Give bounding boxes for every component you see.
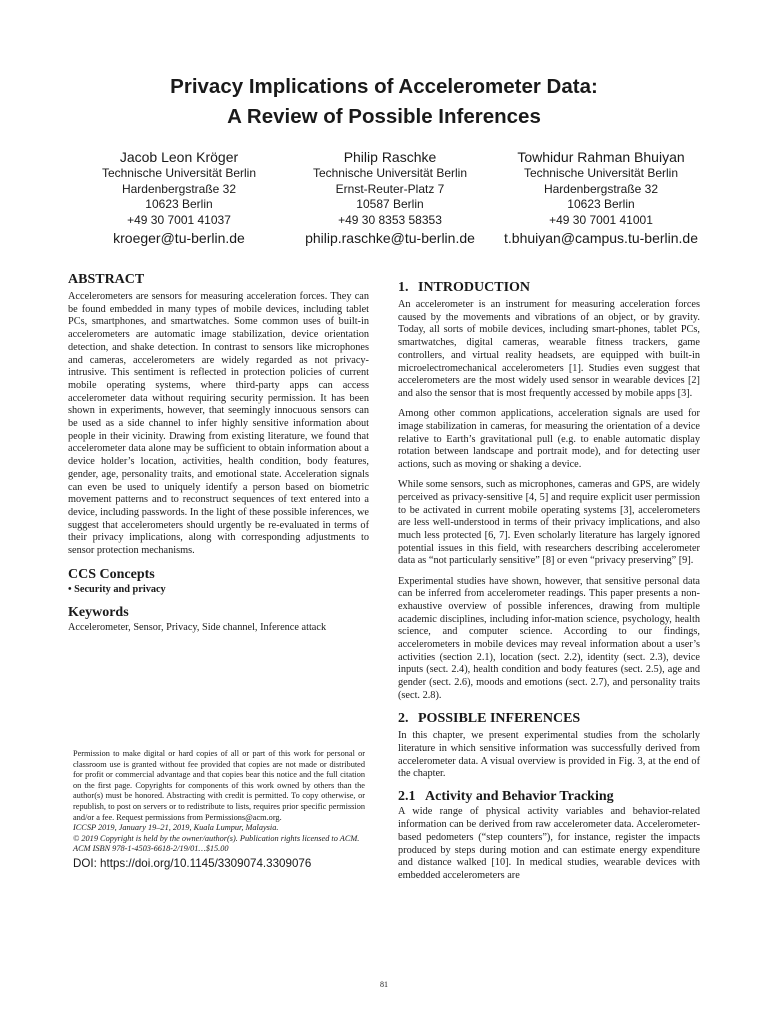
abstract-heading: ABSTRACT: [68, 272, 145, 287]
author-2: [287, 148, 493, 248]
copyright-line: © 2019 Copyright is held by the owner/author(s). Publication rights licensed to ACM.: [73, 833, 360, 843]
left-column: [68, 271, 369, 642]
permission-block: [73, 749, 365, 871]
abstract-text: Accelerometers are sensors for measuring acceleration forces. They can be found embedded in many types of mobile devices, including tablet PCs, smartphones, and smartwatches. Some common uses of built-in accelerometers are automatic image stabilization, device orientation detection, and shake detection. In contrast to sensors like microphones and cameras, accelerometers are widely regarded as not privacy-intrusive. This sentiment is reflected in protection policies of current mobile operating systems, where third-party apps can access accelerometer data without requiring security permission. It has been shown in experiments, however, that seemingly innocuous sensors can be used as a side channel to infer highly sensitive information about people in their vicinity. Drawing from existing literature, we found that accelerometer data alone may be sufficient to obtain information about a device holder’s location, activities, health condition, body features, gender, age, personality traits, and emotional state. Acceleration signals can even be used to uniquely identify a person based on biometric movement patterns and to reconstruct sequences of text entered into a device, including passwords. In the light of these possible inferences, we suggest that accelerometers should urgently be re-evaluated in terms of their privacy implications, along with corresponding adjustments to sensor protection mechanisms.: [68, 291, 369, 557]
isbn-line: ACM ISBN 978-1-4503-6618-2/19/01…$15.00: [73, 844, 229, 854]
section-number: 1.: [398, 280, 409, 295]
author-name: Philip Raschke: [343, 149, 437, 165]
right-column: [398, 279, 700, 890]
author-phone: +49 30 8353 58353: [338, 212, 442, 227]
permission-text: Permission to make digital or hard copies of all or part of this work for personal or classroom use is granted without fee provided that copies are not made or distributed for profit or commercial advantage and that copies bear this notice and the full citation on the first page. Copyrights for components of this work owned by others than the author(s) must be honored. Abstracting with credit is permitted. To copy otherwise, or republish, to post on servers or to redistribute to lists, requires prior specific permission and/or a fee. Request permissions from Permissions@acm.org.: [73, 749, 365, 822]
ccs-item: • Security and privacy: [68, 583, 166, 595]
title-line-1: Privacy Implications of Accelerometer Data:: [170, 75, 598, 98]
author-name: Towhidur Rahman Bhuiyan: [517, 149, 685, 165]
author-city: 10587 Berlin: [356, 197, 424, 211]
intro-paragraph-2: Among other common applications, acceleration signals are used for image stabilization in cameras, for measuring the orientation of a device relative to Earth’s gravitational pull (e.g. to enable automatic display rotation between landscape and portrait mode), and for detecting user actions, such as moving or shaking a device.: [398, 408, 700, 470]
intro-paragraph-4: Experimental studies have shown, however, that sensitive personal data can be inferred from accelerometer readings. This paper presents a non-exhaustive overview of possible inferences, drawing from multiple academic disciplines, including infor-mation science, psychology, health science, and computer science. According to our findings, accelerometers in mobile devices may reveal information about a user’s activities (section 2.1), location (sect. 2.2), identity (sect. 2.3), device inputs (sect. 2.4), health condition and body features (sect. 2.5), age and gender (sect. 2.6), moods and emotions (sect. 2.7), and personality traits (sect. 2.8).: [398, 575, 700, 701]
author-1: [76, 148, 282, 248]
author-email: t.bhuiyan@campus.tu-berlin.de: [504, 230, 698, 246]
possible-inferences-heading: [398, 710, 700, 727]
author-city: 10623 Berlin: [567, 197, 635, 211]
author-street: Ernst-Reuter-Platz 7: [335, 181, 445, 196]
author-email: kroeger@tu-berlin.de: [113, 230, 245, 246]
author-phone: +49 30 7001 41001: [549, 212, 653, 227]
intro-paragraph-1: An accelerometer is an instrument for measuring acceleration forces caused by the movements and vibrations of an object, or by gravity. Today, all sorts of mobile devices, including smart-phones, tablet PCs, smartwatches, digital cameras, wearable fitness trackers, game controllers, and virtual reality headsets, are equipped with built-in microelectromechanical accelerometers [1]. Studies even suggest that accelerometers are the most widely used sensor in wearable devices [2] and also the sensor that is most frequently accessed by mobile apps [3].: [398, 299, 700, 399]
author-name: Jacob Leon Kröger: [119, 149, 239, 165]
keywords-heading: Keywords: [68, 604, 129, 620]
title-line-2: A Review of Possible Inferences: [227, 105, 541, 128]
intro-paragraph-3: While some sensors, such as microphones, cameras and GPS, are widely perceived as privacy-sensitive [4, 5] and require explicit user permission to be activated in current mobile operating systems [3], accelerometers are less well-understood in terms of their privacy implications, and also much less protected [6, 7]. Even scholarly literature has largely ignored potential issues in this field, with researchers describing accelerometer data as “not particularly sensitive” [8] or even “privacy preserving” [9].: [398, 479, 700, 567]
section-number: 2.: [398, 711, 409, 727]
section-title: POSSIBLE INFERENCES: [418, 711, 581, 727]
introduction-heading: [398, 279, 700, 296]
page-number: 81: [380, 980, 388, 989]
author-street: Hardenbergstraße 32: [543, 181, 659, 196]
activity-heading: [398, 788, 700, 805]
author-affiliation: Technische Universität Berlin: [523, 166, 679, 180]
author-block: [76, 148, 704, 248]
ccs-heading: CCS Concepts: [68, 566, 155, 582]
author-phone: +49 30 7001 41037: [127, 212, 231, 227]
author-affiliation: Technische Universität Berlin: [312, 166, 468, 180]
section-title: INTRODUCTION: [418, 280, 531, 295]
author-3: [498, 148, 704, 248]
possible-inferences-text: In this chapter, we present experimental studies from the scholarly literature in which sensitive information was successfully derived from accelerometer data. A visual overview is provided in Fig. 3, at the end of the chapter.: [398, 730, 700, 780]
author-city: 10623 Berlin: [145, 197, 213, 211]
subsection-number: 2.1: [398, 789, 416, 805]
keywords-text: Accelerometer, Sensor, Privacy, Side channel, Inference attack: [68, 621, 327, 633]
author-street: Hardenbergstraße 32: [121, 181, 237, 196]
subsection-title: Activity and Behavior Tracking: [425, 789, 614, 805]
activity-text: A wide range of physical activity variables and behavior-related information can be derived from raw accelerometer data. Accelerometer-based pedometers (“step counters”), for instance, register the impacts produced by steps during motion and can estimate energy expenditure and distance walked [10]. In medical studies, wearable devices with embedded accelerometers are: [398, 806, 700, 881]
paper-title: [0, 72, 768, 132]
author-affiliation: Technische Universität Berlin: [101, 166, 257, 180]
author-email: philip.raschke@tu-berlin.de: [305, 230, 475, 246]
conference-line: ICCSP 2019, January 19–21, 2019, Kuala Lumpur, Malaysia.: [73, 823, 279, 833]
doi-link[interactable]: DOI: https://doi.org/10.1145/3309074.3309076: [73, 856, 312, 870]
